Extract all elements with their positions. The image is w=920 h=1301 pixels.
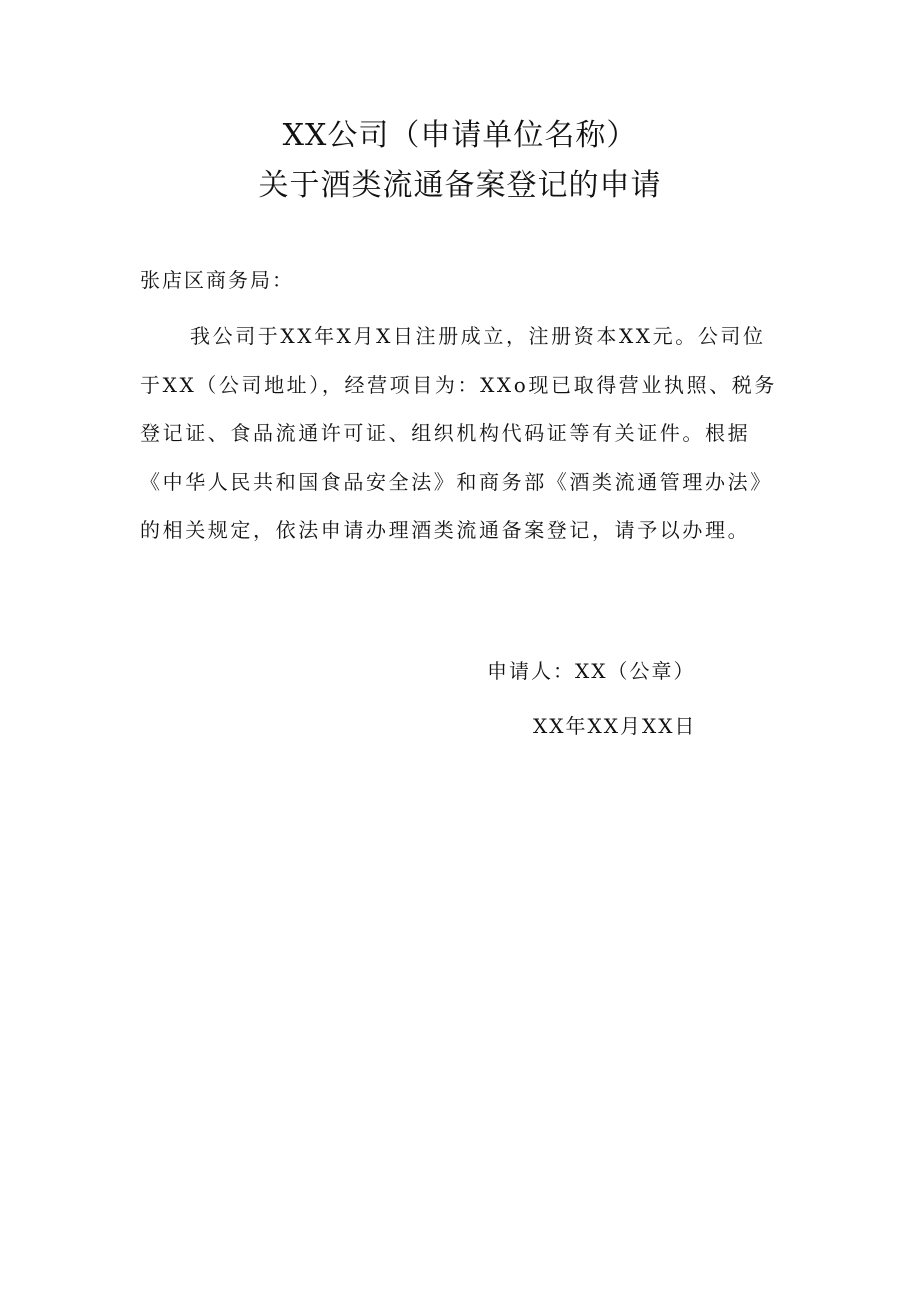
body-line: 我公司于XX年X月X日注册成立，注册资本XX元。公司位 xyxy=(190,324,766,348)
document-title-subject: 关于酒类流通备案登记的申请 xyxy=(258,168,662,203)
document-date: XX年XX月XX日 xyxy=(533,714,697,738)
salutation: 张店区商务局： xyxy=(140,268,294,292)
document-title-company: XX公司（申请单位名称） xyxy=(282,118,638,153)
body-paragraph xyxy=(140,312,805,555)
body-line: 于XX（公司地址），经营项目为：XXo现已取得营业执照、税务 xyxy=(140,372,777,397)
applicant-signature: 申请人：XX（公章） xyxy=(487,659,696,683)
body-line: 《中华人民共和国食品安全法》和商务部《酒类流通管理办法》 xyxy=(140,469,773,494)
body-line: 的相关规定，依法申请办理酒类流通备案登记，请予以办理。 xyxy=(140,518,751,542)
body-line: 登记证、食品流通许可证、组织机构代码证等有关证件。根据 xyxy=(140,421,751,445)
